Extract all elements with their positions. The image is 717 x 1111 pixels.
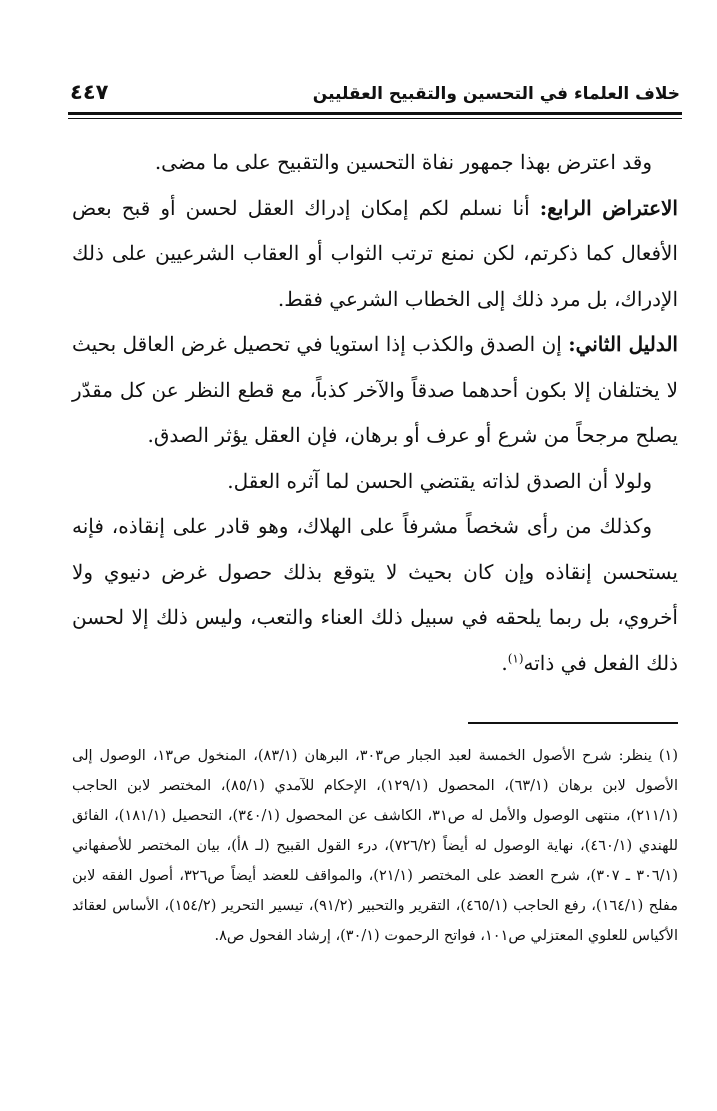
footnotes — [72, 741, 678, 951]
paragraph: الاعتراض الرابع: أنا نسلم لكم إمكان إدراك العقل لحسن أو قبح بعض الأفعال كما ذكرتم، لكن نمنع ترتب الثواب أو العقاب الشرعيين على ذلك الإدراك، بل مرد ذلك إلى الخطاب الشرعي فقط. — [72, 195, 678, 311]
page-header — [70, 70, 680, 104]
header-rule — [68, 112, 682, 119]
paragraph: وقد اعترض بهذا جمهور نفاة التحسين والتقبيح على ما مضى. — [154, 150, 652, 174]
footnote-separator — [468, 722, 678, 724]
page-number: ٤٤٧ — [70, 80, 109, 104]
paragraph: ولولا أن الصدق لذاته يقتضي الحسن لما آثره العقل. — [227, 468, 652, 493]
footnote-reference: (١) — [507, 650, 524, 665]
main-text — [72, 140, 678, 686]
paragraph: وكذلك من رأى شخصاً مشرفاً على الهلاك، وهو قادر على إنقاذه، فإنه يستحسن إنقاذه وإن كان بحيث لا يتوقع بذلك حصول غرض دنيوي ولا أخروي، بل ربما يلحقه في سبيل ذلك العناء والتعب، وليس ذلك إلا لحسن ذلك الفعل في ذاته$^{(١)}$. — [72, 514, 678, 675]
paragraph-lead: الاعتراض الرابع: — [539, 195, 678, 220]
footnote: (١) ينظر: شرح الأصول الخمسة لعبد الجبار ص٣٠٣، البرهان (٨٣/١)، المنخول ص١٣، الوصول إلى الأصول لابن برهان (٦٣/١)، المحصول (١٢٩/١)، الإحكام للآمدي (٨٥/١)، المختصر لابن الحاجب (٢١١/١)، منتهى الوصول والأمل له ص٣١، الكاشف عن المحصول (٣٤٠/١)، التحصيل (١٨١/١)، الفائق للهندي (٤٦٠/١)، نهاية الوصول له أيضاً (٧٢٦/٢)، درء القول القبيح (لـ ٨أ)، بيان المختصر للأصفهاني (٣٠٦/١ ـ ٣٠٧)، شرح العضد على المختصر (٢١/١)، والمواقف للعضد أيضاً ص٣٢٦، أصول الفقه لابن مفلح (١٦٤/١)، رفع الحاجب (٤٦٥/١)، التقرير والتحبير (٩١/٢)، تيسير التحرير (١٥٤/٢)، الأساس لعقائد الأكياس للعلوي المعتزلي ص١٠١، فواتح الرحموت (٣٠/١)، إرشاد الفحول ص٨. — [72, 748, 679, 944]
paragraph-lead: الدليل الثاني: — [568, 332, 678, 356]
paragraph: الدليل الثاني: إن الصدق والكذب إذا استويا في تحصيل غرض العاقل بحيث لا يختلفان إلا بكون أحدهما صدقاً والآخر كذباً، مع قطع النظر عن كل مقدّر يصلح مرجحاً من شرع أو عرف أو برهان، فإن العقل يؤثر الصدق. — [72, 332, 678, 447]
running-title: خلاف العلماء في التحسين والتقبيح العقليين — [312, 84, 680, 104]
